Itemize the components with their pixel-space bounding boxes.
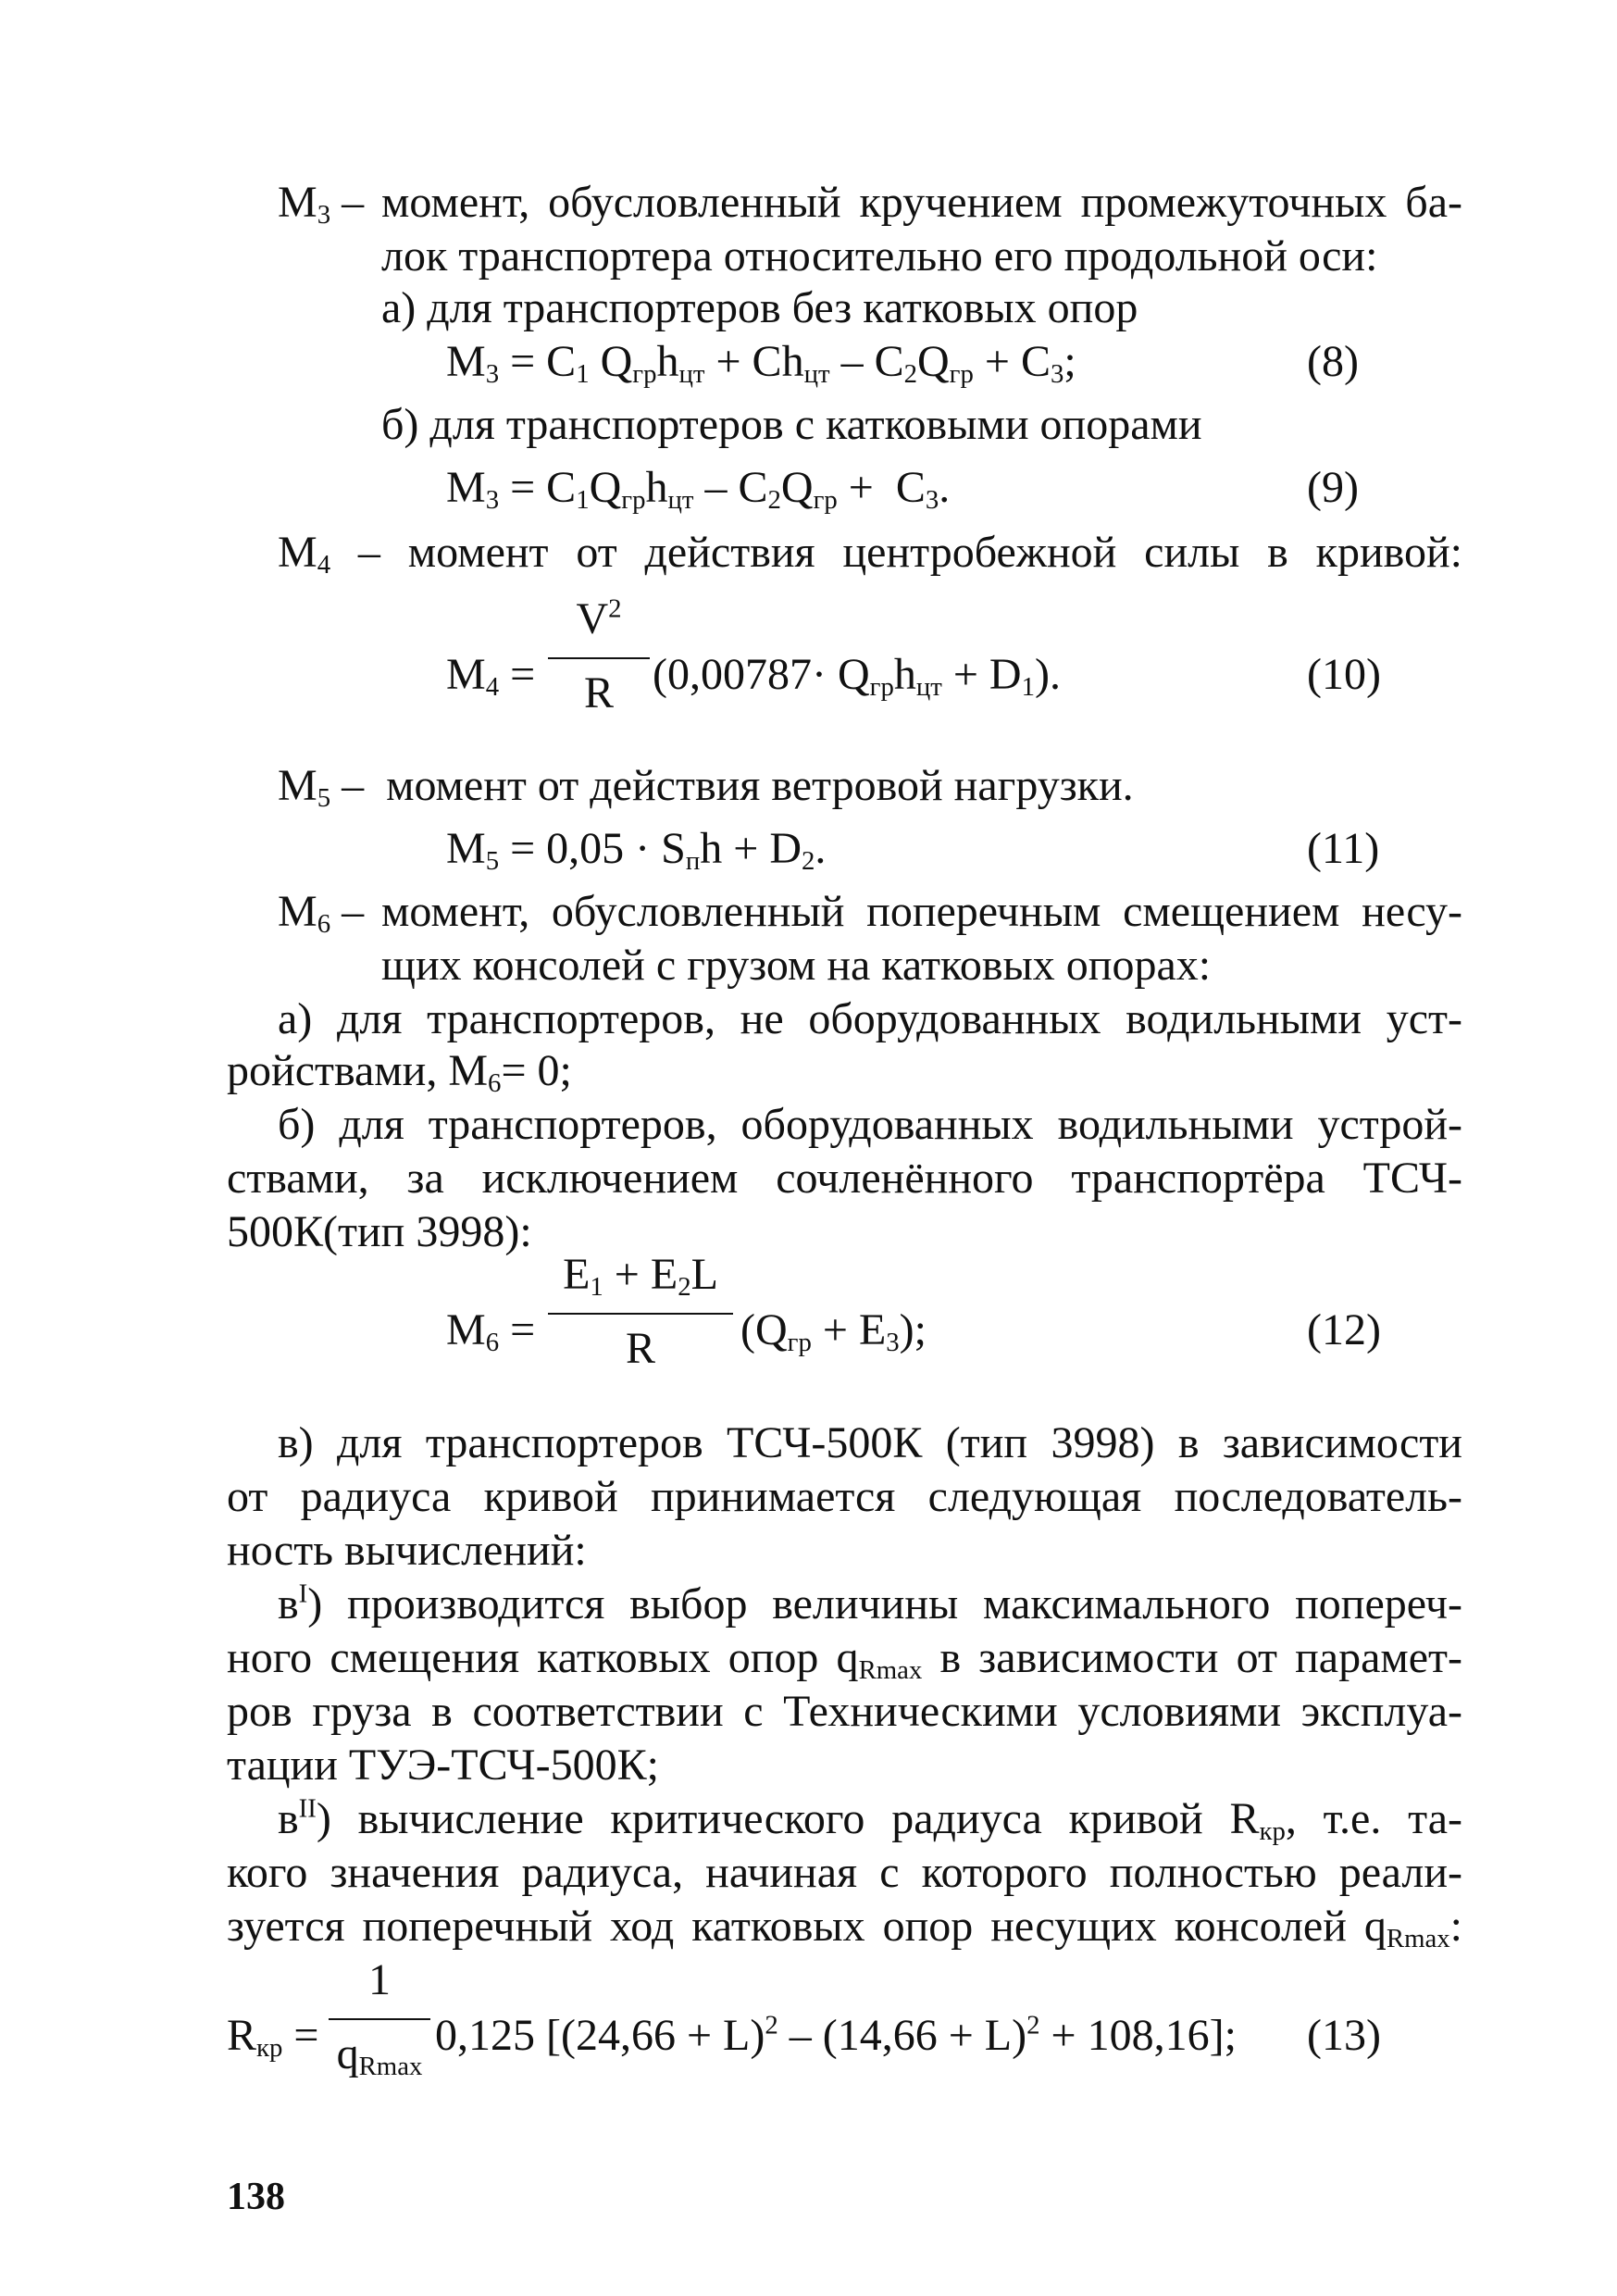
term-m3-symbol: $М_3$ – [278,178,365,231]
equation-10-lhs: $М_4$ = [446,650,536,703]
equation-12-lhs: $М_6$ = [446,1305,536,1358]
line-2: лок транспортера относительно его продольной оси: [381,231,1378,281]
line-16: ствами, за исключением сочленённого транспортёра ТСЧ- [227,1154,1462,1203]
line-23: ров груза в соответствии с Техническими условиями эксплуа- [227,1687,1462,1736]
equation-8-number: (8) [1307,337,1359,386]
equation-8: $М_3 = С_1$ $Q_{гр}h_{цт} + Ch_{цт} - C_2Q_{гр} + C_3$; [446,337,1076,390]
equation-12-body: $(Q_{гр} + E_3)$; [740,1305,927,1358]
equation-11-number: (11) [1307,824,1380,873]
line-18: в) для транспортеров ТСЧ-500К (тип 3998) в зависимости [278,1418,1462,1467]
equation-10-number: (10) [1307,650,1381,699]
equation-9: $М_3 = С_1Q_{гр}h_{цт} - C_2Q_{гр} + C_3$. [446,463,951,516]
line-13: а) для транспортеров, не оборудованных водильными уст- [278,994,1462,1043]
line-3: а) для транспортеров без катковых опор [381,283,1138,332]
line-5: б) для транспортеров с катковыми опорами [381,400,1202,449]
line-1: момент, обусловленный кручением промежуточных ба- [381,178,1462,227]
equation-13-lhs: $R_{кр}$ = [227,2011,319,2064]
equation-11: $М_5 = 0,05 \cdot S_пh + D_2$. [446,824,827,877]
line-11: момент, обусловленный поперечным смещением несу- [381,887,1462,936]
line-17: 500К(тип 3998): [227,1207,532,1256]
equation-12-number: (12) [1307,1305,1381,1354]
line-7: $М_4$ – момент от действия центробежной силы в кривой: [278,528,1462,580]
line-26: кого значения радиуса, начиная с которого полностью реали- [227,1848,1462,1897]
line-21: $в^I$) производится выбор величины максимального попереч- [278,1578,1462,1628]
equation-13-fraction: 1 $q_{Rmax}$ [329,1953,430,2092]
equation-10-body: $(0,00787\cdot Q_{гр}h_{цт} + D_1)$. [653,650,1061,703]
line-15: б) для транспортеров, оборудованных водильными устрой- [278,1100,1462,1149]
term-m6-symbol: $М_6$ – [278,887,365,940]
line-19: от радиуса кривой принимается следующая последователь- [227,1472,1462,1521]
line-22: ного смещения катковых опор $q_{Rmax}$ в зависимости от парамет- [227,1633,1463,1686]
equation-9-number: (9) [1307,463,1359,512]
line-9: $М_5$ – момент от действия ветровой нагрузки. [278,761,1134,814]
line-25: $в^{II}$) вычисление критического радиуса кривой $R_{кр}$, т.е. та- [278,1793,1462,1847]
equation-10-fraction: $V^2$ R [548,593,650,722]
equation-13-body: 0,125 $[(24,66 + L)^2 - (14,66 + L)^2 + 108,16]$; [435,2010,1237,2060]
line-20: ность вычислений: [227,1526,587,1575]
line-24: тации ТУЭ-ТСЧ-500К; [227,1741,659,1790]
line-14: ройствами, $М_6= 0$; [227,1046,572,1099]
equation-13-number: (13) [1307,2011,1381,2060]
line-12: щих консолей с грузом на катковых опорах: [381,941,1212,990]
line-27: зуется поперечный ход катковых опор несущих консолей $q_{Rmax}$: [227,1902,1462,1954]
equation-12-fraction: $E_1 + E_2L$ R [548,1248,733,1378]
page-number: 138 [227,2176,285,2218]
